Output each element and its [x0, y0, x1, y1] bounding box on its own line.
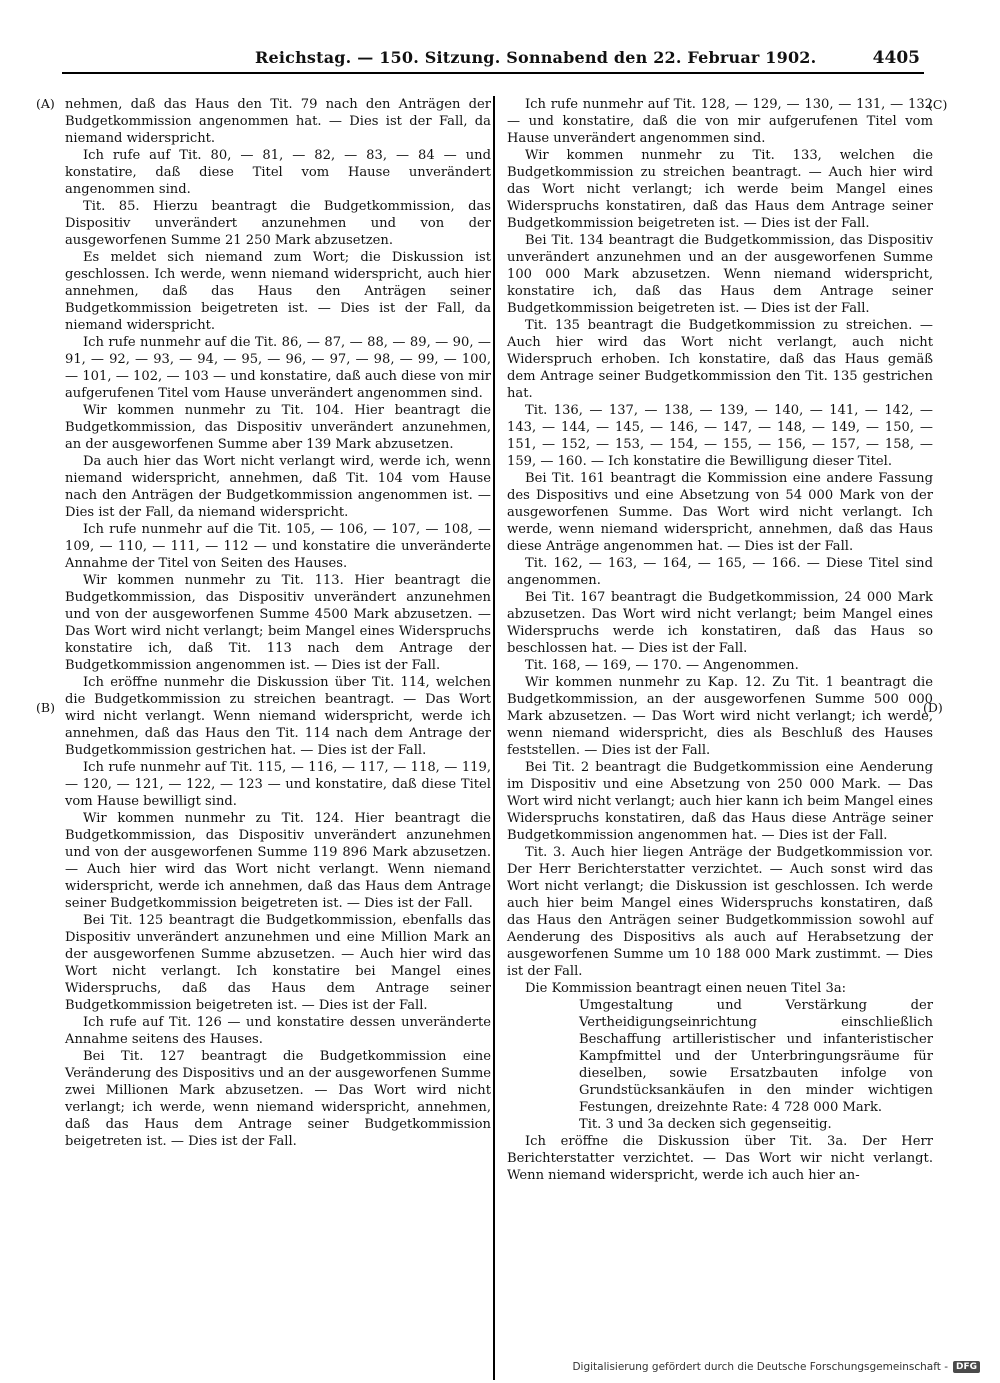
paragraph: Tit. 136, — 137, — 138, — 139, — 140, — 141, — 142, — 143, — 144, — 145, — 146, — 147, — 148, — 149, — 150, — 151, — 152, — 153, — 154, — 155, — 156, — 157, — 158, — 159, — 160. — Ich konstatire die Bewilligung dieser Titel.	[507, 403, 933, 469]
paragraph: Wir kommen nunmehr zu Tit. 104. Hier beantragt die Budgetkommission, das Dispositiv unverändert anzunehmen, an der ausgeworfenen Summe aber 139 Mark abzusetzen.	[65, 403, 491, 452]
paragraph: Ich eröffne nunmehr die Diskussion über Tit. 114, welchen die Budgetkommission zu streichen beantragt. — Das Wort wird nicht verlangt. Wenn niemand widerspricht, werde ich annehmen, daß das Haus den Tit. 114 nach dem Antrage der Budgetkommission gestrichen hat. — Dies ist der Fall.	[65, 675, 491, 758]
paragraph: Bei Tit. 127 beantragt die Budgetkommission eine Veränderung des Dispositivs und an der ausgeworfenen Summe zwei Millionen Mark abzusetzen. — Das Wort wird nicht verlangt; ich werde, wenn niemand widerspricht, annehmen, daß das Haus dem Antrage seiner Budgetkommission beigetreten ist. — Dies ist der Fall.	[65, 1049, 491, 1149]
paragraph: Tit. 3 und 3a decken sich gegenseitig.	[579, 1117, 832, 1132]
paragraph: Die Kommission beantragt einen neuen Titel 3a:	[525, 981, 847, 996]
paragraph: Bei Tit. 167 beantragt die Budgetkommission, 24 000 Mark abzusetzen. Das Wort wird nicht verlangt; beim Mangel eines Widerspruchs werde ich konstatiren, daß das Haus so beschlossen hat. — Dies ist der Fall.	[507, 590, 933, 656]
paragraph: Bei Tit. 125 beantragt die Budgetkommission, ebenfalls das Dispositiv unverändert anzunehmen und eine Million Mark an der ausgeworfenen Summe abzusetzen. — Auch hier wird das Wort nicht verlangt. Ich konstatire bei Mangel eines Widerspruchs, daß das Haus dem Antrage seiner Budgetkommission beigetreten ist. — Dies ist der Fall.	[65, 913, 491, 1013]
digitization-footer	[572, 1361, 980, 1373]
paragraph: Tit. 162, — 163, — 164, — 165, — 166. — Diese Titel sind angenommen.	[507, 556, 933, 588]
quoted-title-text: Umgestaltung und Verstärkung der Vertheidigungseinrichtung einschließlich Beschaffung artilleristischer und infanteristischer Kampfmittel und der Unterbringungsräume für dieselben, sowie Ersatzbauten infolge von Grundstücksankäufen in den minder wichtigen Festungen, dreizehnte Rate: 4 728 000 Mark.	[579, 998, 933, 1115]
paragraph: Wir kommen nunmehr zu Tit. 113. Hier beantragt die Budgetkommission, das Dispositiv unverändert anzunehmen und von der ausgeworfenen Summe 4500 Mark abzusetzen. — Das Wort wird nicht verlangt; beim Mangel eines Widerspruchs konstatire ich, daß Tit. 113 nach dem Antrage der Budgetkommission angenommen ist. — Dies ist der Fall.	[65, 573, 491, 673]
paragraph: Ich rufe nunmehr auf die Tit. 86, — 87, — 88, — 89, — 90, — 91, — 92, — 93, — 94, — 95, — 96, — 97, — 98, — 99, — 100, — 101, — 102, — 103 — und konstatire, daß auch diese von mir aufgerufenen Titel vom Hause unverändert angenommen sind.	[65, 335, 491, 401]
paragraph: Wir kommen nunmehr zu Kap. 12. Zu Tit. 1 beantragt die Budgetkommission, an der ausgeworfenen Summe 500 000 Mark abzusetzen. — Das Wort wird nicht verlangt; ich werde, wenn niemand widerspricht, dies als Beschluß des Hauses feststellen. — Dies ist der Fall.	[507, 675, 933, 758]
paragraph: Wir kommen nunmehr zu Tit. 124. Hier beantragt die Budgetkommission, das Dispositiv unverändert anzunehmen und von der ausgeworfenen Summe 119 896 Mark abzusetzen. — Auch hier wird das Wort nicht verlangt. Wenn niemand widerspricht, werde ich annehmen, daß das Haus dem Antrage seiner Budgetkommission beigetreten ist. — Dies ist der Fall.	[65, 811, 491, 911]
left-column	[65, 96, 491, 1150]
header-title: Reichstag. — 150. Sitzung. Sonnabend den 22. Februar 1902.	[255, 48, 817, 67]
paragraph: Ich rufe nunmehr auf Tit. 115, — 116, — 117, — 118, — 119, — 120, — 121, — 122, — 123 — und konstatire, daß diese Titel vom Hause bewilligt sind.	[65, 760, 491, 809]
paragraph: Tit. 3. Auch hier liegen Anträge der Budgetkommission vor. Der Herr Berichterstatter verzichtet. — Auch sonst wird das Wort nicht verlangt; die Diskussion ist geschlossen. Ich werde auch hier beim Mangel eines Widerspruchs konstatiren, daß das Haus den Anträgen seiner Budgetkommission sowohl auf Aenderung des Dispositivs als auch auf Herabsetzung der ausgeworfenen Summe um 10 188 000 Mark zustimmt. — Dies ist der Fall.	[507, 845, 933, 979]
right-column	[507, 96, 933, 1184]
footer-text: Digitalisierung gefördert durch die Deutsche Forschungsgemeinschaft -	[572, 1361, 948, 1373]
paragraph: Ich rufe auf Tit. 80, — 81, — 82, — 83, — 84 — und konstatire, daß diese Titel vom Hause unverändert angenommen sind.	[65, 148, 491, 197]
paragraph: Ich eröffne die Diskussion über Tit. 3a. Der Herr Berichterstatter verzichtet. — Das Wort wir nicht verlangt. Wenn niemand widerspricht, werde ich auch hier an-	[507, 1134, 933, 1183]
page-number: 4405	[872, 48, 920, 68]
margin-marker-b: (B)	[36, 700, 55, 715]
margin-marker-a: (A)	[36, 96, 55, 111]
dfg-logo: DFG	[953, 1361, 980, 1373]
paragraph: Ich rufe nunmehr auf die Tit. 105, — 106, — 107, — 108, — 109, — 110, — 111, — 112 — und konstatire die unveränderte Annahme der Titel von Seiten des Hauses.	[65, 522, 491, 571]
column-divider	[493, 96, 495, 1380]
paragraph: Ich rufe auf Tit. 126 — und konstatire dessen unveränderte Annahme seitens des Hauses.	[65, 1015, 491, 1047]
paragraph: Ich rufe nunmehr auf Tit. 128, — 129, — 130, — 131, — 132 — und konstatire, daß die von mir aufgerufenen Titel vom Hause unverändert angenommen sind.	[507, 97, 933, 146]
paragraph: nehmen, daß das Haus den Tit. 79 nach den Anträgen der Budgetkommission angenommen hat. — Dies ist der Fall, da niemand widerspricht.	[65, 97, 491, 146]
header-rule	[62, 72, 924, 74]
paragraph: Tit. 85. Hierzu beantragt die Budgetkommission, das Dispositiv unverändert anzunehmen und von der ausgeworfenen Summe 21 250 Mark abzusetzen.	[65, 199, 491, 248]
paragraph: Bei Tit. 2 beantragt die Budgetkommission eine Aenderung im Dispositiv und eine Absetzung von 250 000 Mark. — Das Wort wird nicht verlangt; auch hier kann ich beim Mangel eines Widerspruchs konstatiren, daß das Haus diese Anträge seiner Budgetkommission angenommen hat. — Dies ist der Fall.	[507, 760, 933, 843]
paragraph: Da auch hier das Wort nicht verlangt wird, werde ich, wenn niemand widerspricht, annehmen, daß Tit. 104 vom Hause nach den Anträgen der Budgetkommission angenommen ist. — Dies ist der Fall, da niemand widerspricht.	[65, 454, 491, 520]
paragraph: Wir kommen nunmehr zu Tit. 133, welchen die Budgetkommission zu streichen beantragt. — Auch hier wird das Wort nicht verlangt; ich werde beim Mangel eines Widerspruchs konstatiren, daß das Haus dem Antrage seiner Budgetkommission beigetreten ist. — Dies ist der Fall.	[507, 148, 933, 231]
paragraph: Bei Tit. 161 beantragt die Kommission eine andere Fassung des Dispositivs und eine Absetzung von 54 000 Mark von der ausgeworfenen Summe. Das Wort wird nicht verlangt. Ich werde, wenn niemand widerspricht, annehmen, daß das Haus diese Anträge angenommen hat. — Dies ist der Fall.	[507, 471, 933, 554]
margin-marker-d: (D)	[923, 700, 943, 715]
paragraph: Tit. 168, — 169, — 170. — Angenommen.	[525, 658, 799, 673]
paragraph: Bei Tit. 134 beantragt die Budgetkommission, das Dispositiv unverändert anzunehmen und an der ausgeworfenen Summe 100 000 Mark abzusetzen. Wenn niemand widerspricht, konstatire ich, daß das Haus dem Antrage seiner Budgetkommission beigetreten ist. — Dies ist der Fall.	[507, 233, 933, 316]
paragraph: Tit. 135 beantragt die Budgetkommission zu streichen. — Auch hier wird das Wort nicht verlangt, auch nicht Widerspruch erhoben. Ich konstatire, daß das Haus gemäß dem Antrage seiner Budgetkommission den Tit. 135 gestrichen hat.	[507, 318, 933, 401]
margin-marker-c: (C)	[928, 97, 948, 112]
paragraph: Es meldet sich niemand zum Wort; die Diskussion ist geschlossen. Ich werde, wenn niemand widerspricht, auch hier annehmen, daß das Haus den Anträgen seiner Budgetkommission beigetreten ist. — Dies ist der Fall, da niemand widerspricht.	[65, 250, 491, 333]
